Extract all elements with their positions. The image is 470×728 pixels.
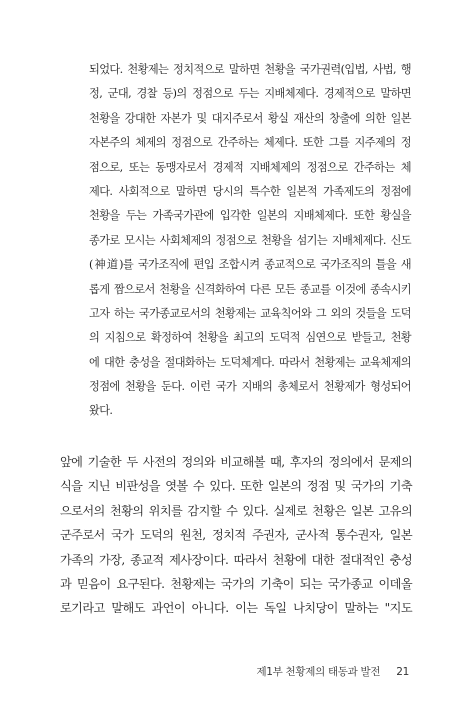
quote-line: 에 대한 충성을 절대화하는 도덕체계다. 따라서 천황제는 교육체제의 [89,355,411,369]
quote-line: 의 지침으로 확정하여 천황을 최고의 도덕적 심연으로 받들고, 천황 [89,331,411,345]
quote-line: 종가로 모시는 사회체제의 정점으로 천황을 섬기는 지배체제다. 신도 [89,233,411,247]
body-line: 군주로서 국가 도덕의 원천, 정치적 주권자, 군사적 통수권자, 일본 [60,528,412,543]
body-line: 식을 지닌 비판성을 엿볼 수 있다. 또한 일본의 정점 및 국가의 기축 [60,479,412,494]
quote-line: 제다. 사회적으로 말하면 당시의 특수한 일본적 가족제도의 정점에 [89,184,411,198]
quote-line: 점으로, 또는 동맹자로서 경제적 지배체제의 정점으로 간주하는 체 [89,160,411,174]
quote-line: 천황을 강대한 자본가 및 대지주로서 황실 재산의 창출에 의한 일본 [89,111,411,125]
quote-line: 정, 군대, 경찰 등)의 정점으로 두는 지배체제다. 경제적으로 말하면 [89,87,411,101]
quote-line: 자본주의 체제의 정점으로 간주하는 체제다. 또한 그를 지주제의 정 [89,136,411,150]
block-quote [89,58,411,424]
body-line: 가족의 가장, 종교적 제사장이다. 따라서 천황에 대한 절대적인 충성 [60,552,412,567]
body-line: 과 믿음이 요구된다. 천황제는 국가의 기축이 되는 국가종교 이데올 [60,576,412,591]
quote-line: 고자 하는 국가종교로서의 천황제는 교육칙어와 그 외의 것들을 도덕 [89,306,411,320]
body-line: 로기라고 말해도 과언이 아니다. 이는 독일 나치당이 말하는 "지도 [60,601,412,616]
body-line: 으로서의 천황의 위치를 감지할 수 있다. 실제로 천황은 일본 고유의 [60,503,412,518]
page-footer [60,664,409,679]
body-paragraph [60,450,412,621]
quote-line: 왔다. [89,404,113,418]
quote-line: (神道)를 국가조직에 편입 조합시켜 종교적으로 국가조직의 틀을 새 [89,258,411,272]
quote-line: 롭게 짬으로서 천황을 신격화하여 다른 모든 종교를 이것에 종속시키 [89,282,411,296]
quote-line: 천황을 두는 가족국가관에 입각한 일본의 지배체제다. 또한 황실을 [89,209,411,223]
quote-line: 정점에 천황을 둔다. 이런 국가 지배의 총체로서 천황제가 형성되어 [89,380,411,394]
page-number: 21 [396,666,409,678]
quote-line: 되었다. 천황제는 정치적으로 말하면 천황을 국가권력(입법, 사법, 행 [89,63,411,76]
body-line: 앞에 기술한 두 사전의 정의와 비교해볼 때, 후자의 정의에서 문제의 [60,455,412,469]
running-head: 제1부 천황제의 태동과 발전 [256,666,381,678]
